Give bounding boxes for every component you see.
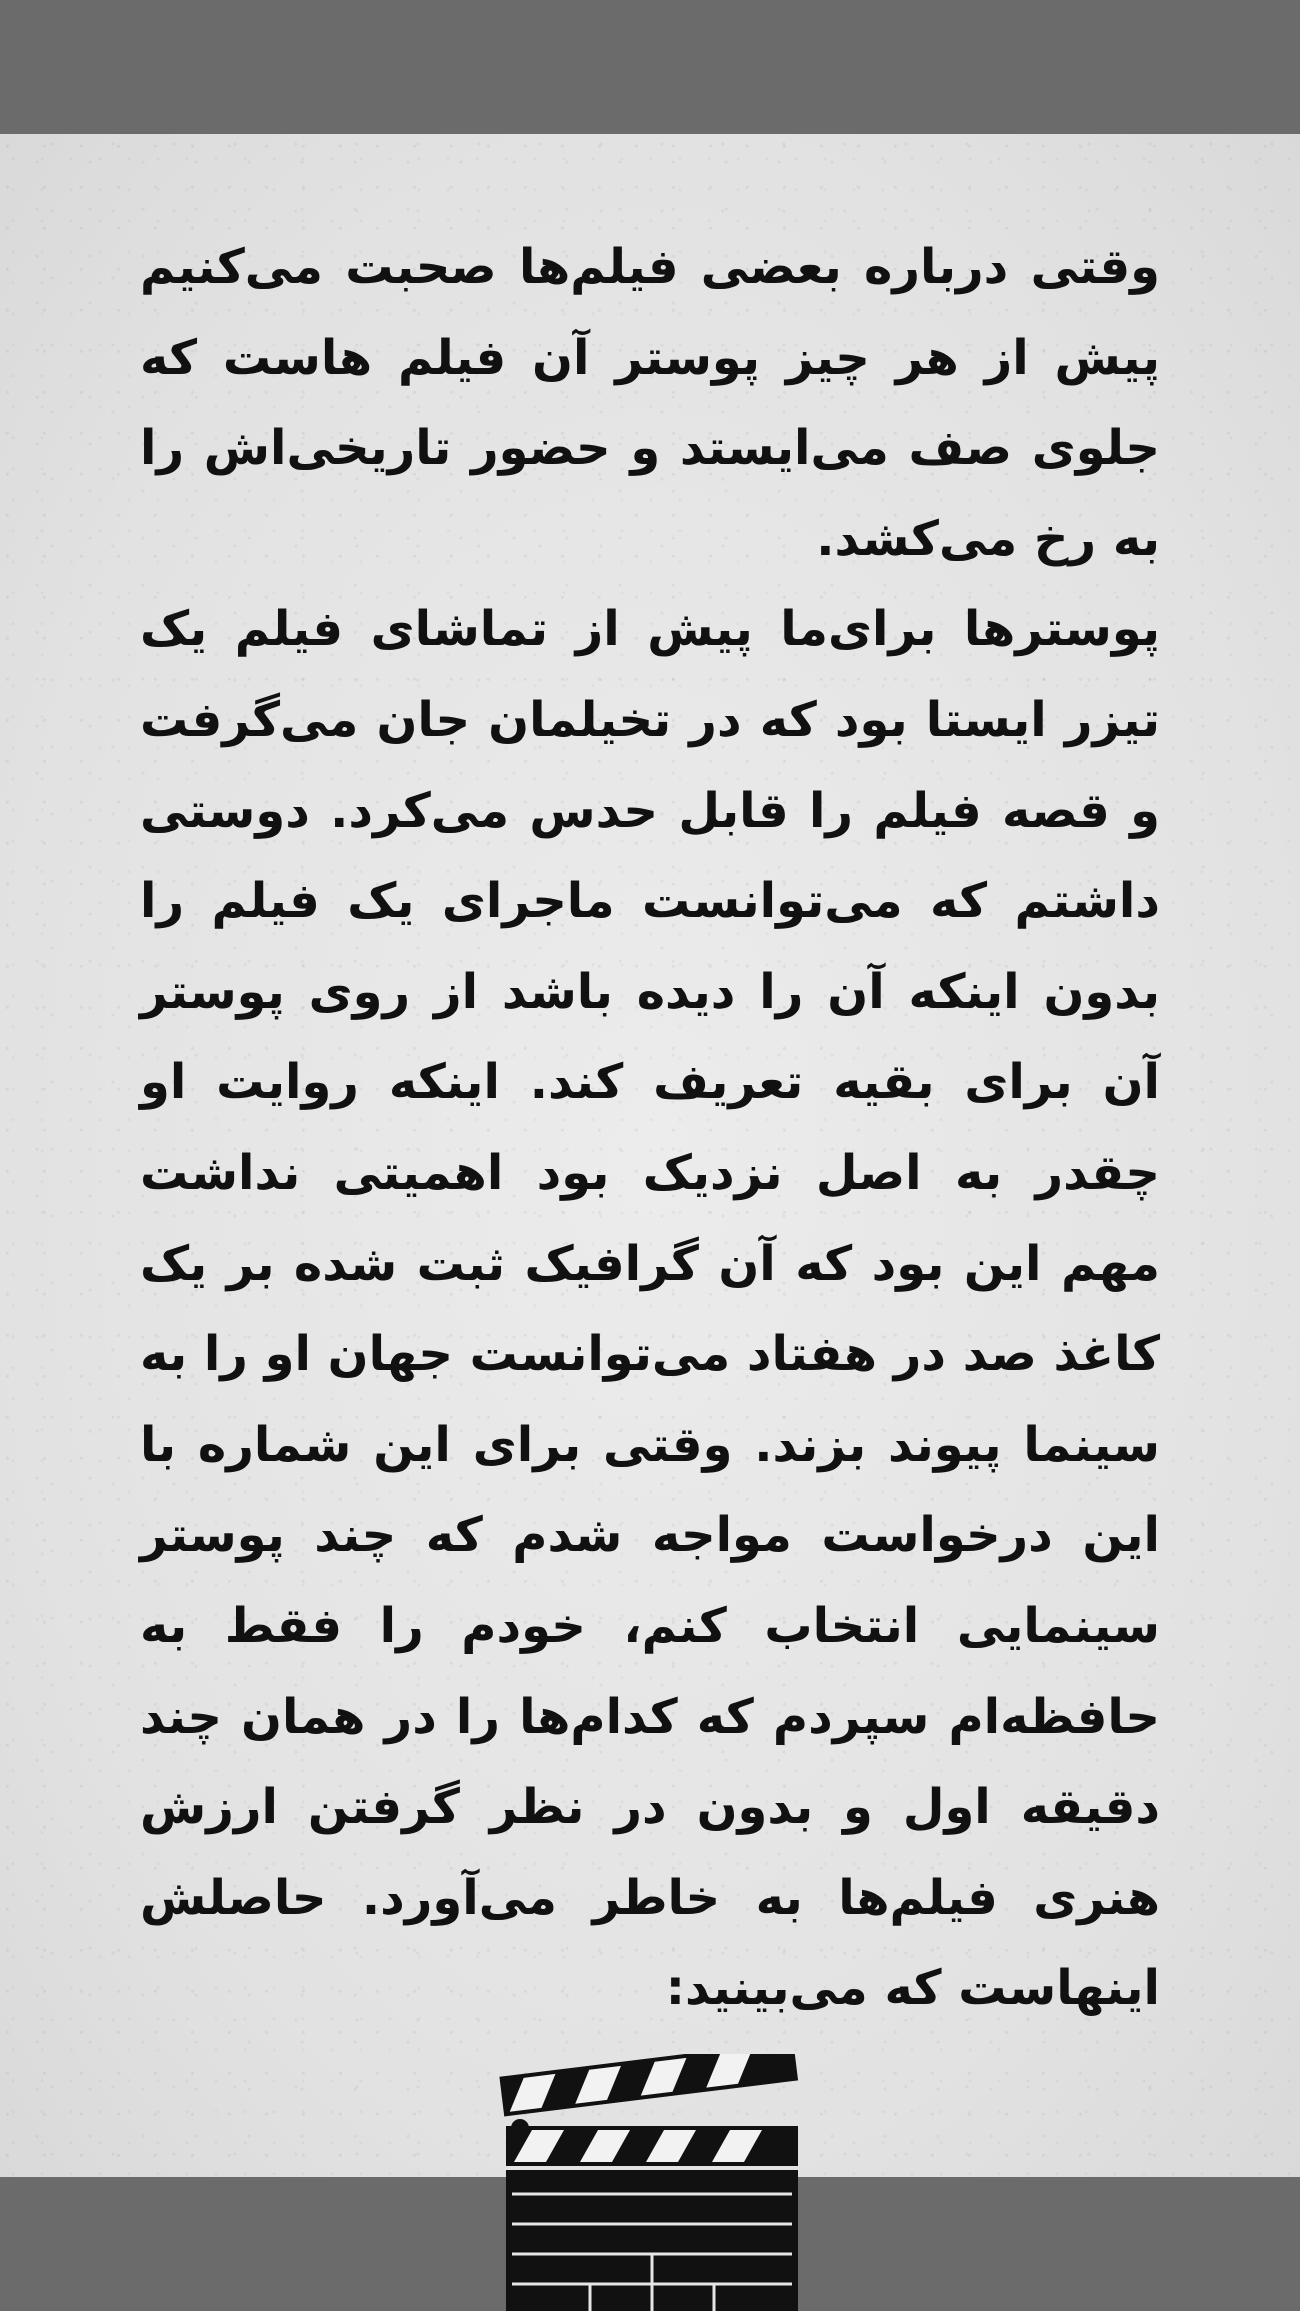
clapperboard-icon — [498, 2054, 804, 2311]
article-body — [140, 222, 1160, 2034]
article-paragraph-1: وقتی درباره بعضی فیلم‌ها صحبت می‌کنیم پیش از هر چیز پوستر آن فیلم هاست که جلوی صف می‌ایستد و حضور تاریخی‌اش را به رخ می‌کشد. — [140, 239, 1160, 567]
top-gray-band — [0, 0, 1300, 134]
article-paragraph-2: پوسترها برای‌ما پیش از تماشای فیلم یک تیزر ایستا بود که در تخیلمان جان می‌گرفت و قصه فیلم را قابل حدس می‌کرد. دوستی داشتم که می‌توانست ماجرای یک فیلم را بدون اینکه آن را دیده باشد از روی پوستر آن برای بقیه تعریف کند. اینکه روایت او چقدر به اصل نزدیک بود اهمیتی نداشت مهم این بود که آن گرافیک ثبت شده بر یک کاغذ صد در هفتاد می‌توانست جهان او را به سینما پیوند بزند. وقتی برای این شماره با این درخواست مواجه شدم که چند پوستر سینمایی انتخاب کنم، خودم را فقط به حافظه‌ام سپردم که کدام‌ها را در همان چند دقیقه اول و بدون در نظر گرفتن ارزش هنری فیلم‌ها به خاطر می‌آورد. حاصلش اینهاست که می‌بینید: — [140, 601, 1160, 2017]
